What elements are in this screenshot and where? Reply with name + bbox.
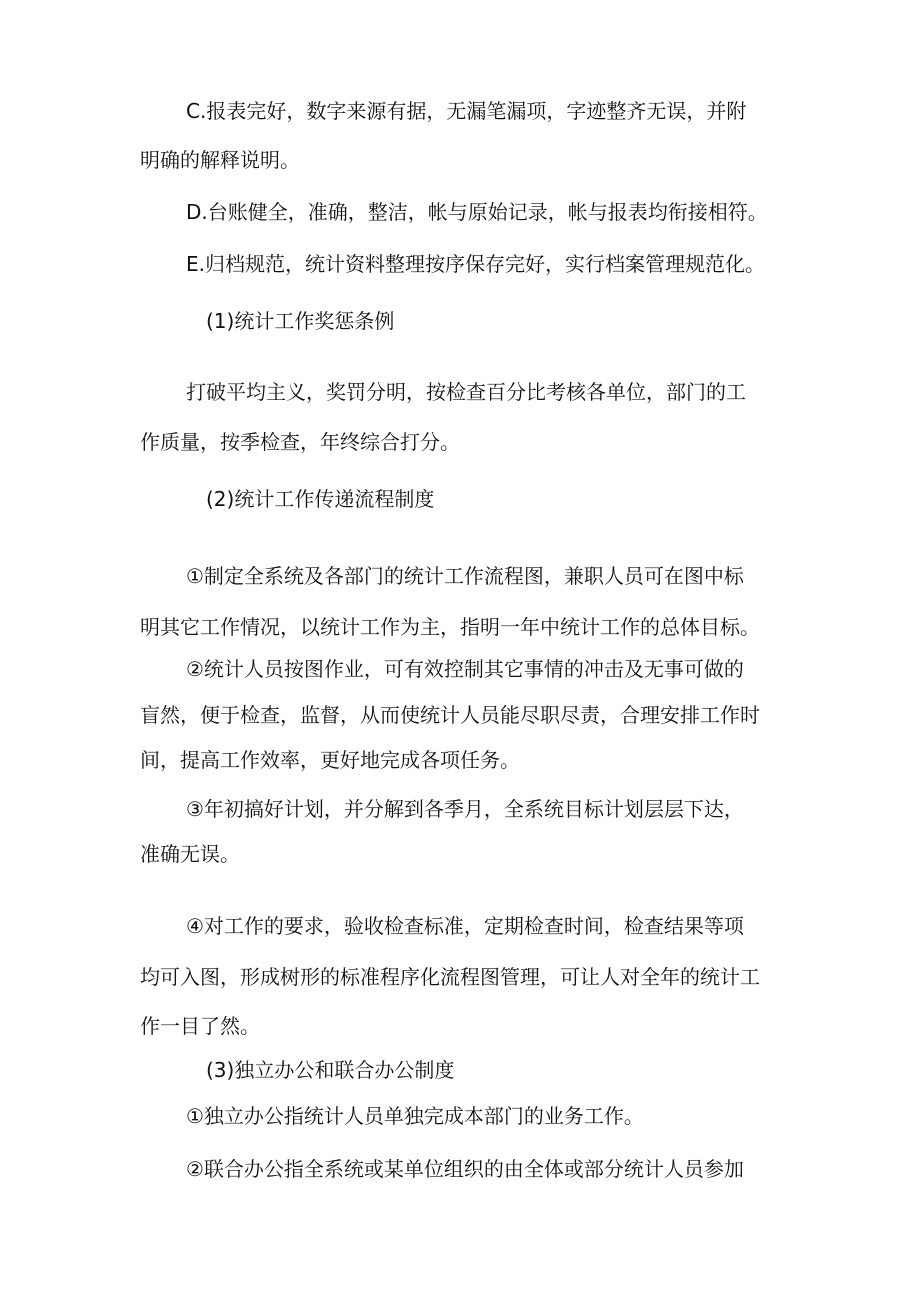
item-1-line-2: 明其它工作情况，以统计工作为主，指明一年中统计工作的总体目标。 (140, 615, 760, 639)
office-item-1: ①独立办公指统计人员单独完成本部门的业务工作。 (186, 1104, 644, 1128)
item-2-line-1: ②统计人员按图作业，可有效控制其它事情的冲击及无事可做的 (186, 657, 744, 681)
section-heading-1: (1)统计工作奖惩条例 (206, 309, 395, 333)
paragraph-c-line-2: 明确的解释说明。 (140, 148, 300, 172)
item-2-line-3: 间，提高工作效率，更好地完成各项任务。 (140, 748, 520, 772)
item-4-line-2: 均可入图，形成树形的标准程序化流程图管理，可让人对全年的统计工 (140, 965, 760, 989)
paragraph-c-line-1: C.报表完好，数字来源有据，无漏笔漏项，字迹整齐无误，并附 (186, 99, 747, 123)
paragraph-e: E.归档规范，统计资料整理按序保存完好，实行档案管理规范化。 (186, 252, 765, 276)
item-4-line-1: ④对工作的要求，验收检查标准，定期检查时间，检查结果等项 (186, 914, 744, 938)
section-heading-2: (2)统计工作传递流程制度 (206, 487, 435, 511)
item-3-line-1: ③年初搞好计划，并分解到各季月，全系统目标计划层层下达， (186, 797, 744, 821)
office-item-2-line-1: ②联合办公指全系统或某单位组织的由全体或部分统计人员参加 (186, 1157, 744, 1181)
item-1-line-1: ①制定全系统及各部门的统计工作流程图，兼职人员可在图中标 (186, 564, 744, 588)
item-3-line-2: 准确无误。 (140, 842, 240, 866)
section-1-body-line-1: 打破平均主义，奖罚分明，按检查百分比考核各单位，部门的工 (186, 380, 746, 404)
section-heading-3: (3)独立办公和联合办公制度 (206, 1058, 455, 1082)
item-2-line-2: 盲然，便于检查，监督，从而使统计人员能尽职尽责，合理安排工作时 (140, 703, 760, 727)
item-4-line-3: 作一目了然。 (140, 1014, 260, 1038)
section-1-body-line-2: 作质量，按季检查，年终综合打分。 (140, 430, 460, 454)
paragraph-d: D.台账健全，准确，整洁，帐与原始记录，帐与报表均衔接相符。 (186, 200, 768, 224)
